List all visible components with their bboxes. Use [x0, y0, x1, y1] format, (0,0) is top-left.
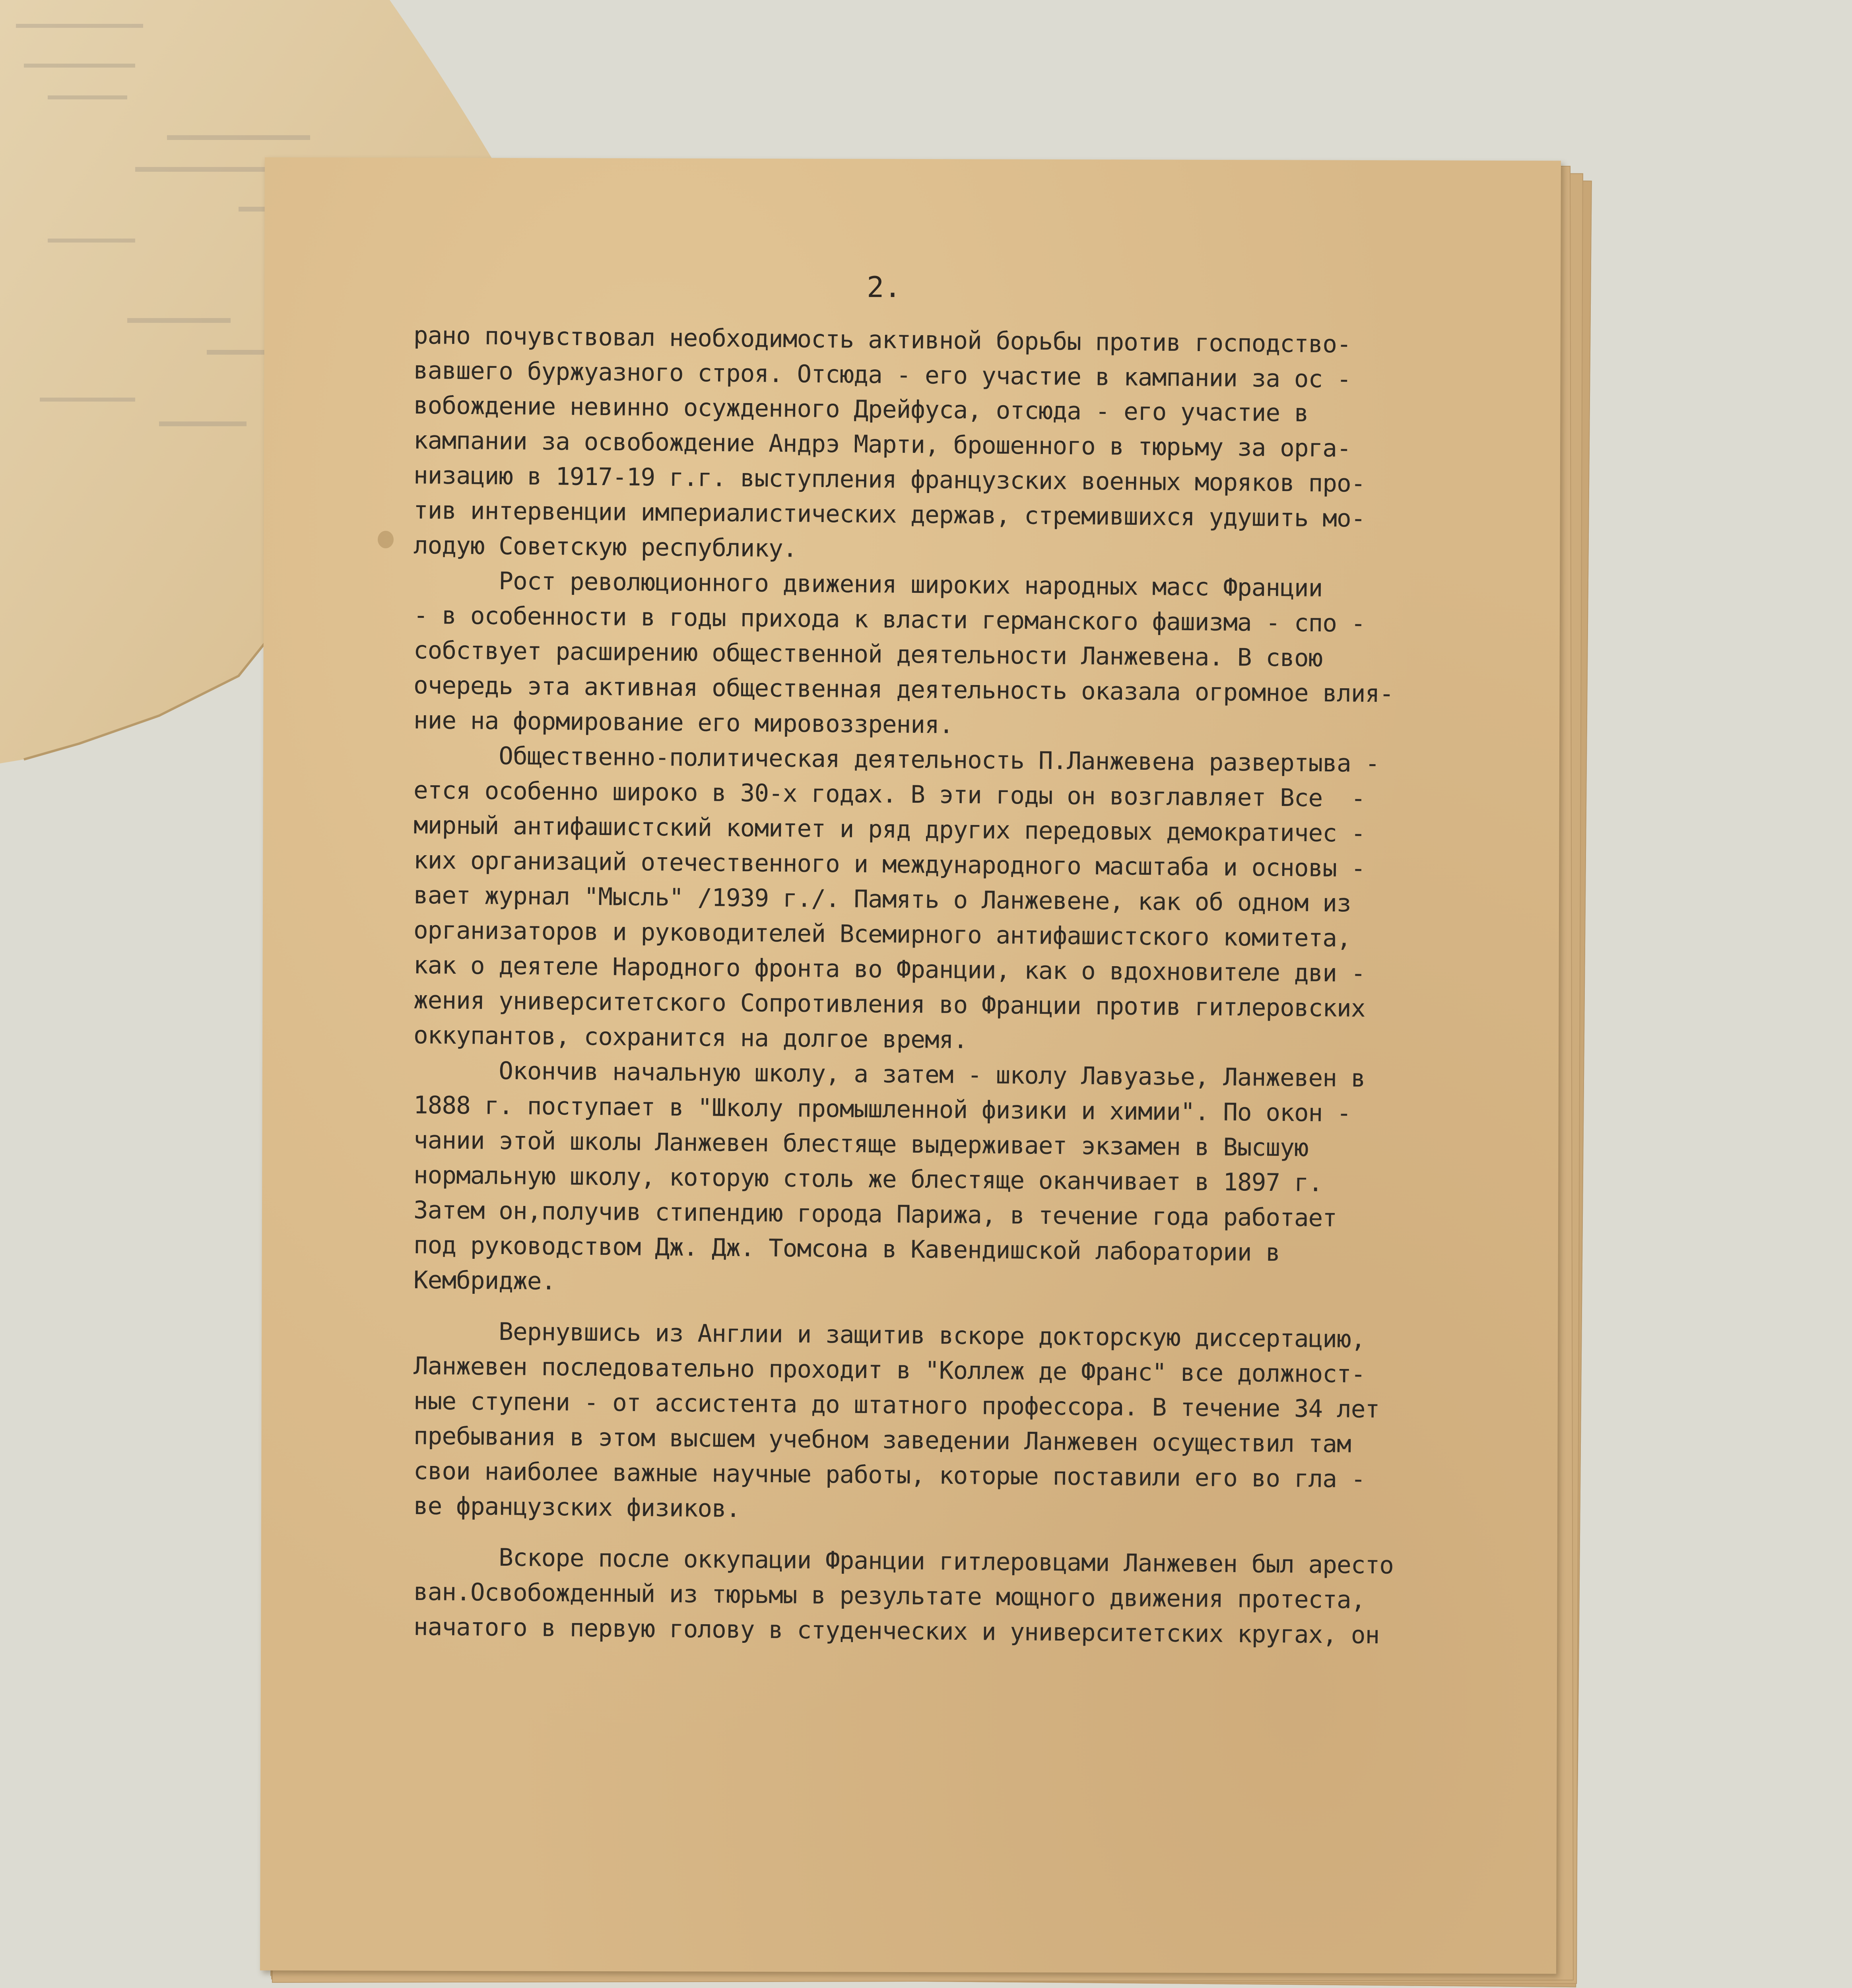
text-line: свои наиболее важные научные работы, которые поставили его во гла -	[413, 1457, 1365, 1493]
text-line: Общественно-политическая деятельность П.Ланжевена развертыва -	[413, 741, 1380, 778]
text-line: - в особенности в годы прихода к власти германского фашизма - спо -	[413, 601, 1365, 638]
text-line: вавшего буржуазного строя. Отсюда - его участие в кампании за ос -	[413, 356, 1351, 394]
text-line: пребывания в этом высшем учебном заведении Ланжевен осуществил там	[413, 1422, 1351, 1458]
text-line: лодую Советскую республику.	[413, 531, 797, 563]
text-line: Окончив начальную школу, а затем - школу Лавуазье, Ланжевен в	[413, 1056, 1365, 1093]
text-line: рано почувствовал необходимость активной борьбы против господство-	[413, 321, 1351, 359]
text-line: Вскоре после оккупации Франции гитлеровцами Ланжевен был аресто	[413, 1543, 1394, 1580]
page-number: 2.	[867, 270, 901, 304]
punch-mark	[378, 531, 394, 548]
text-line: нормальную школу, которую столь же блестяще оканчивает в 1897 г.	[413, 1161, 1323, 1197]
text-line: Ланжевен последовательно проходит в "Коллеж де Франс" все должност-	[413, 1352, 1365, 1388]
text-line: мирный антифашистский комитет и ряд других передовых демократичес -	[413, 811, 1365, 848]
typed-text-body	[413, 318, 1559, 1650]
text-line: ется особенно широко в 30-х годах. В эти годы он возглавляет Все -	[413, 776, 1365, 813]
text-line: Кембридже.	[413, 1266, 556, 1296]
text-line: 1888 г. поступает в "Школу промышленной физики и химии". По окон -	[413, 1091, 1351, 1128]
text-line: чании этой школы Ланжевен блестяще выдерживает экзамен в Высшую	[413, 1126, 1308, 1162]
text-line: очередь эта активная общественная деятельность оказала огромное влия-	[413, 671, 1394, 708]
text-line: низацию в 1917-19 г.г. выступления французских военных моряков про-	[413, 461, 1365, 498]
text-line: кампании за освобождение Андрэ Марти, брошенного в тюрьму за орга-	[413, 426, 1351, 463]
text-line: жения университетского Сопротивления во Франции против гитлеровских	[413, 986, 1365, 1023]
text-line: под руководством Дж. Дж. Томсона в Кавендишской лаборатории в	[413, 1231, 1280, 1267]
text-line: ве французских физиков.	[413, 1492, 740, 1523]
text-line: Рост революционного движения широких народных масс Франции	[413, 566, 1323, 602]
text-line: ные ступени - от ассистента до штатного профессора. В течение 34 лет	[413, 1387, 1380, 1424]
text-line: тив интервенции империалистических держав, стремившихся удушить мо-	[413, 496, 1365, 533]
text-line: организаторов и руководителей Всемирного антифашистского комитета,	[413, 916, 1351, 953]
text-line: Вернувшись из Англии и защитив вскоре докторскую диссертацию,	[413, 1317, 1365, 1353]
text-line: вает журнал "Мысль" /1939 г./. Память о Ланжевене, как об одном из	[413, 881, 1351, 918]
text-line: оккупантов, сохранится на долгое время.	[413, 1021, 968, 1054]
text-line: собствует расширению общественной деятельности Ланжевена. В свою	[413, 636, 1323, 672]
text-line: как о деятеле Народного фронта во Франции, как о вдохновителе дви -	[413, 951, 1365, 988]
text-line: ких организаций отечественного и международного масштаба и основы -	[413, 846, 1365, 883]
text-line: ван.Освобожденный из тюрьмы в результате мощного движения протеста,	[413, 1578, 1365, 1614]
text-line: Затем он,получив стипендию города Парижа, в течение года работает	[413, 1196, 1337, 1233]
text-line: вобождение невинно осужденного Дрейфуса, отсюда - его участие в	[413, 391, 1308, 427]
text-line: ние на формирование его мировоззрения.	[413, 706, 953, 739]
text-line: начатого в первую голову в студенческих и университетских кругах, он	[413, 1613, 1380, 1650]
